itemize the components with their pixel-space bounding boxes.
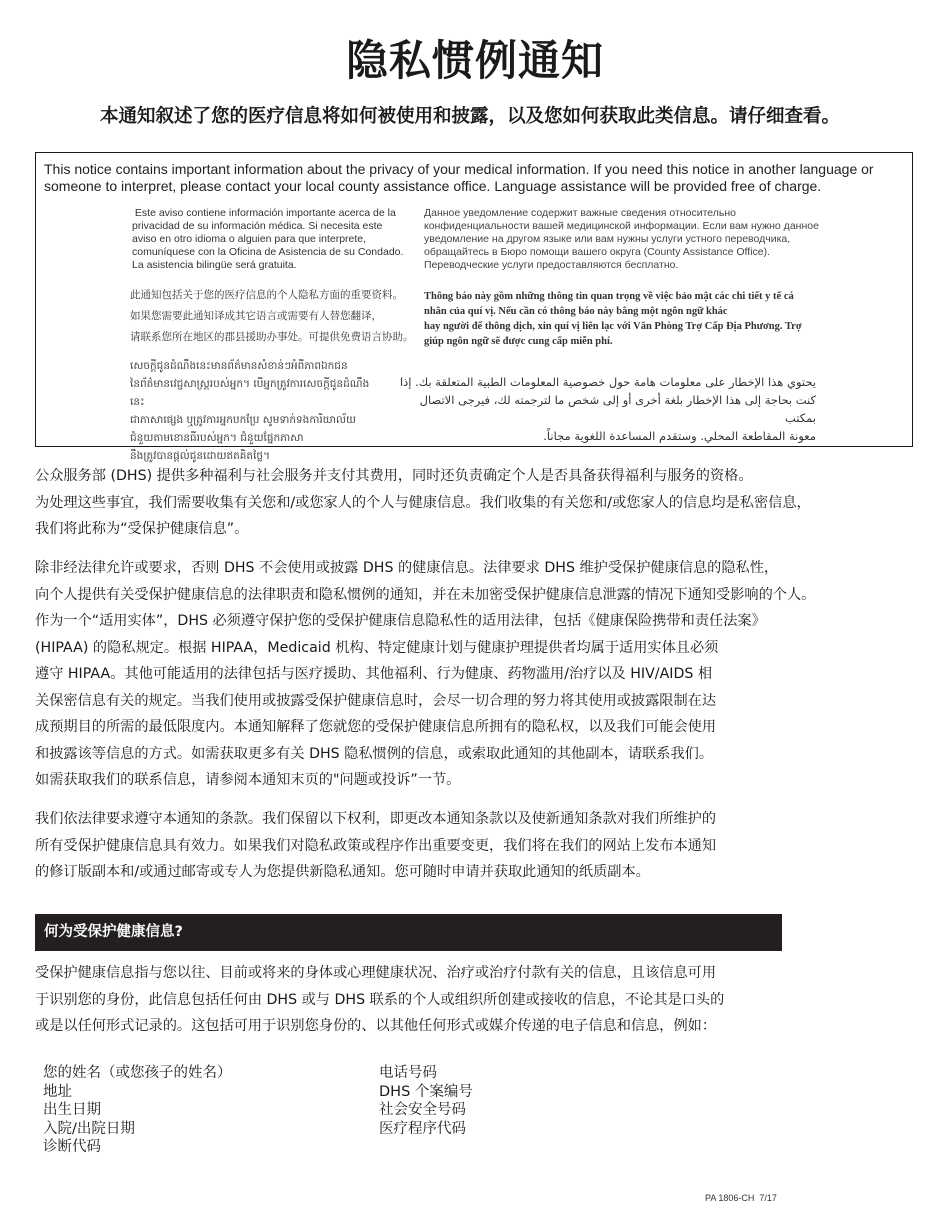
notice-russian [424,207,844,272]
paragraph-line: 我们依法律要求遵守本通知的条款。我们保留以下权利，即更改本通知条款以及使新通知条款对我们所维护的 [35,811,717,827]
notice-russian-line: Данное уведомление содержит важные сведения относительно [424,207,737,219]
notice-russian-line: уведомление на другом языке или вам нужны услуги устного переводчика, [424,233,791,245]
paragraph-line: 或是以任何形式记录的。这包括可用于识别您身份的、以其他任何形式或媒介传递的电子信息和信息，例如： [35,1018,717,1034]
notice-arabic-line: كنت بحاجة إلى هذا الإخطار بلغة أخرى أو إلى شخص ما لترجمته لك، فيرجى الاتصال بمكتب [419,393,816,425]
section-heading-bar [35,914,782,951]
notice-vietnamese [424,289,824,349]
notice-vietnamese-line: hay người để thông dịch, xin quí vị liên lạc với Văn Phòng Trợ Cấp Địa Phương. Trợ [424,321,802,332]
page-title: 隐私惯例通知 [345,36,604,85]
paragraph-line: 成预期目的所需的最低限度内。本通知解释了您就您的受保护健康信息所拥有的隐私权，以及我们可能会使用 [35,719,717,735]
language-notice-box [35,152,913,462]
examples-list-left [43,1064,232,1157]
notice-khmer-line: សេចក្តីជូនដំណឹងនេះមានព័ត៌មានសំខាន់ៗអំពីភាពឯកជន [130,360,348,372]
notice-spanish-line: Este aviso contiene información importante acerca de la [132,207,396,219]
notice-vietnamese-line: giúp ngôn ngữ sẽ được cung cấp miễn phí. [424,336,613,347]
paragraph-line: 和披露该等信息的方式。如需获取更多有关 DHS 隐私惯例的信息，或索取此通知的其他副本，请联系我们。 [35,745,714,762]
notice-khmer [130,357,380,465]
notice-chinese-line: 如果您需要此通知译成其它语言或需要有人替您翻译， [130,310,382,322]
paragraph-line: 我们将此称为“受保护健康信息”。 [35,521,249,537]
list-item: 电话号码 [379,1065,437,1081]
notice-english: This notice contains important information about the privacy of your medical information. If you need this notice in another language or someone to interpret, please contact your local county assistance office. Language assistance will be provided free of charge. [44,161,874,194]
paragraph-line: (HIPAA) 的隐私规定。根据 HIPAA，Medicaid 机构、特定健康计划与健康护理提供者均属于适用实体且必须 [35,639,719,656]
paragraph-line: 如需获取我们的联系信息，请参阅本通知末页的"问题或投诉”一节。 [35,772,461,788]
notice-chinese [130,285,420,348]
notice-arabic-line: معونة المقاطعة المحلي. وستقدم المساعدة اللغوية مجاناً. [543,429,816,443]
notice-spanish [132,207,418,272]
notice-chinese-line: 请联系您所在地区的郡县援助办事处。可提供免费语言协助。 [130,331,414,343]
list-item: 您的姓名（或您孩子的姓名） [43,1065,232,1081]
notice-spanish-line: La asistencia bilingüe será gratuita. [132,259,297,271]
paragraph-phi-definition [35,960,905,1040]
paragraph-line: 关保密信息有关的规定。当我们使用或披露受保护健康信息时，会尽一切合理的努力将其使用或披露限制在达 [35,692,717,709]
paragraph-notice-terms [35,806,905,886]
notice-arabic-line: يحتوي هذا الإخطار على معلومات هامة حول خصوصية المعلومات الطبية المتعلقة بك. إذا [399,375,816,389]
paragraph-line: 除非经法律允许或要求，否则 DHS 不会使用或披露 DHS 的健康信息。法律要求 DHS 维护受保护健康信息的隐私性， [35,560,779,576]
examples-list-right [379,1064,473,1138]
form-number: PA 1806-CH 7/17 [705,1193,777,1203]
notice-spanish-line: privacidad de su información médica. Si necesita este [132,220,383,232]
notice-chinese-line: 此通知包括关于您的医疗信息的个人隐私方面的重要资料。 [130,289,403,301]
notice-spanish-line: comuníquese con la Oficina de Asistencia de su Condado. [132,246,404,258]
notice-spanish-line: aviso en otro idioma o alguien para que interprete, [132,233,367,245]
notice-vietnamese-line: Thông báo này gồm những thông tin quan trọng về việc bảo mật các chi tiết y tế cá [424,291,794,302]
paragraph-line: 向个人提供有关受保护健康信息的法律职责和隐私惯例的通知，并在未加密受保护健康信息泄露的情况下通知受影响的个人。 [35,586,816,603]
list-item: 地址 [43,1083,72,1100]
notice-russian-line: Переводческие услуги предоставляются бесплатно. [424,259,679,271]
page-subtitle: 本通知叙述了您的医疗信息将如何被使用和披露，以及您如何获取此类信息。请仔细查看。 [99,106,840,127]
paragraph-legal-duties [35,555,905,794]
paragraph-line: 的修订版副本和/或通过邮寄或专人为您提供新隐私通知。您可随时申请并获取此通知的纸质副本。 [35,864,650,880]
list-item: 入院/出院日期 [43,1120,135,1137]
notice-khmer-line: នឹងត្រូវបានផ្តល់ជូនដោយឥតគិតថ្លៃ។ [130,450,271,462]
list-item: DHS 个案编号 [379,1083,473,1100]
paragraph-line: 于识别您的身份，此信息包括任何由 DHS 或与 DHS 联系的个人或组织所创建或接收的信息，不论其是口头的 [35,991,725,1008]
list-item: 出生日期 [43,1102,101,1118]
paragraph-line: 受保护健康信息指与您以往、目前或将来的身体或心理健康状况、治疗或治疗付款有关的信息，且该信息可用 [35,965,717,981]
notice-khmer-line: នៃព័ត៌មានវេជ្ជសាស្ត្ររបស់អ្នក។ បើអ្នកត្រូវការសេចក្តីជូនដំណឹងនេះ [130,378,370,408]
paragraph-line: 公众服务部 (DHS) 提供多种福利与社会服务并支付其费用，同时还负责确定个人是否具备获得福利与服务的资格。 [35,468,753,484]
paragraph-dhs-intro [35,463,905,543]
list-item: 医疗程序代码 [379,1120,466,1137]
notice-khmer-line: ជំនួយតាមខោនធីរបស់អ្នក។ ជំនួយផ្នែកភាសា [130,432,304,444]
notice-arabic [396,373,816,445]
notice-russian-line: конфиденциальности вашей медицинской информации. Если вам нужно данное [424,220,819,232]
notice-vietnamese-line: nhân của quí vị. Nếu cần có thông báo này bằng một ngôn ngữ khác [424,306,728,317]
list-item: 社会安全号码 [379,1102,466,1118]
section-heading: 何为受保护健康信息? [44,924,183,940]
notice-russian-line: обращайтесь в Бюро помощи вашего округа (County Assistance Office). [424,246,771,258]
paragraph-line: 遵守 HIPAA。其他可能适用的法律包括与医疗援助、其他福利、行为健康、药物滥用/治疗以及 HIV/AIDS 相 [35,666,713,682]
list-item: 诊断代码 [43,1139,101,1155]
paragraph-line: 为处理这些事宜，我们需要收集有关您和/或您家人的个人与健康信息。我们收集的有关您和/或您家人的信息均是私密信息， [35,494,811,511]
paragraph-line: 作为一个“适用实体”，DHS 必须遵守保护您的受保护健康信息隐私性的适用法律，包括《健康保险携带和责任法案》 [35,613,766,629]
notice-khmer-line: ជាភាសាផ្សេង ឬត្រូវការអ្នកបកប្រែ សូមទាក់ទងការិយាល័យ [130,414,357,426]
paragraph-line: 所有受保护健康信息具有效力。如果我们对隐私政策或程序作出重要变更，我们将在我们的网站上发布本通知 [35,837,717,854]
